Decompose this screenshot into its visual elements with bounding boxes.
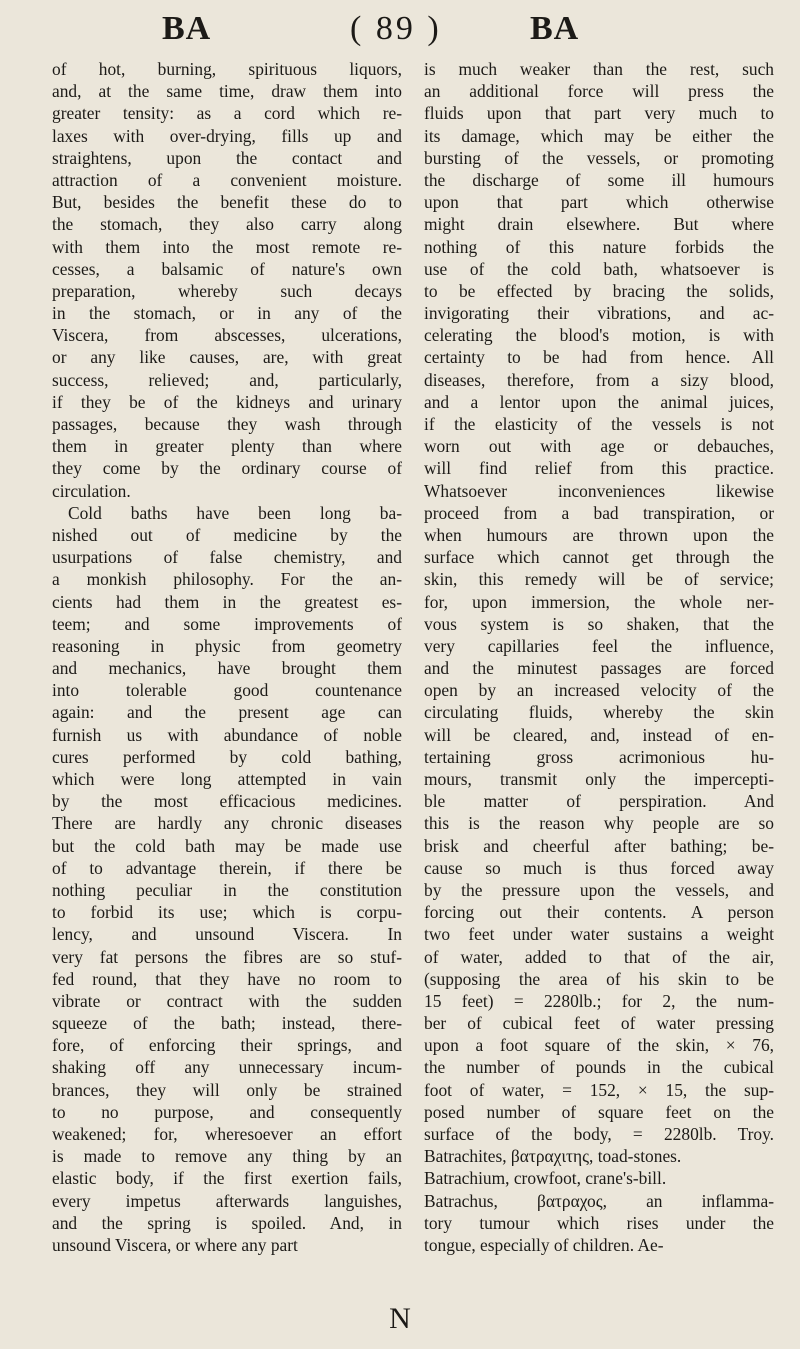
text-columns [52, 58, 774, 1308]
text-line: every impetus afterwards languishes, [52, 1190, 402, 1211]
text-line: might drain elsewhere. But where [424, 214, 774, 235]
text-line: to be effected by bracing the solids, [424, 280, 774, 301]
text-line: and, at the same time, draw them into [52, 81, 402, 102]
text-line: for, upon immersion, the whole ner- [424, 591, 774, 612]
text-line: the discharge of some ill humours [424, 169, 774, 190]
text-line: this is the reason why people are so [424, 813, 774, 834]
text-line: vous system is so shaken, that the [424, 613, 774, 634]
text-line: vibrate or contract with the sudden [52, 990, 402, 1011]
text-line: attraction of a convenient moisture. [52, 169, 402, 190]
left-column [52, 58, 402, 1256]
text-line: into tolerable good countenance [52, 680, 402, 701]
text-line: unsound Viscera, or where any part [52, 1234, 298, 1255]
text-line: ble matter of perspiration. And [424, 791, 774, 812]
text-line: its damage, which may be either the [424, 125, 774, 146]
text-line: preparation, whereby such decays [52, 280, 402, 301]
running-header [0, 6, 800, 54]
text-line: will find relief from this practice. [424, 458, 774, 479]
text-line: of water, added to that of the air, [424, 946, 774, 967]
text-line: Batrachium, crowfoot, crane's-bill. [424, 1168, 667, 1189]
text-line: nothing of this nature forbids the [424, 236, 774, 257]
text-line: and the spring is spoiled. And, in [52, 1212, 402, 1233]
text-line: they come by the ordinary course of [52, 458, 402, 479]
text-line: cures performed by cold bathing, [52, 746, 402, 767]
text-line: invigorating their vibrations, and ac- [424, 303, 774, 324]
text-line: upon a foot square of the skin, × 76, [424, 1035, 774, 1056]
text-line: ber of cubical feet of water pressing [424, 1013, 774, 1034]
text-line: of hot, burning, spirituous liquors, [52, 59, 402, 79]
text-line: tongue, especially of children. Ae- [424, 1234, 664, 1255]
text-line: but the cold bath may be made use [52, 835, 402, 856]
text-line: squeeze of the bath; instead, there- [52, 1013, 402, 1034]
text-line: posed number of square feet on the [424, 1101, 774, 1122]
text-line: of to advantage therein, if there be [52, 857, 402, 878]
text-line: celerating the blood's motion, is with [424, 325, 774, 346]
text-line: or any like causes, are, with great [52, 347, 402, 368]
text-line: two feet under water sustains a weight [424, 924, 774, 945]
text-line: them in greater plenty than where [52, 436, 402, 457]
text-line: by the pressure upon the vessels, and [424, 879, 774, 900]
text-line: the stomach, they also carry along [52, 214, 402, 235]
text-line: with them into the most remote re- [52, 236, 402, 257]
text-line: brisk and cheerful after bathing; be- [424, 835, 774, 856]
text-line: Cold baths have been long ba- [68, 502, 402, 523]
text-line: There are hardly any chronic diseases [52, 813, 402, 834]
text-line: which were long attempted in vain [52, 769, 402, 789]
text-line: if the elasticity of the vessels is not [424, 414, 774, 434]
text-line: and mechanics, have brought them [52, 658, 402, 679]
text-line: and a lentor upon the animal juices, [424, 391, 774, 412]
text-line: in the stomach, or in any of the [52, 303, 402, 324]
text-line: 15 feet) = 2280lb.; for 2, the num- [424, 990, 774, 1011]
text-line: will be cleared, and, instead of en- [424, 724, 774, 745]
text-line: very fat persons the fibres are so stuf- [52, 946, 402, 967]
text-line: a monkish philosophy. For the an- [52, 569, 402, 590]
text-line: reasoning in physic from geometry [52, 635, 402, 656]
text-line: is much weaker than the rest, such [424, 59, 774, 79]
text-line: laxes with over-drying, fills up and [52, 125, 402, 146]
text-line: But, besides the benefit these do to [52, 192, 402, 213]
text-line: open by an increased velocity of the [424, 680, 774, 701]
text-line: Viscera, from abscesses, ulcerations, [52, 325, 402, 346]
text-line: the number of pounds in the cubical [424, 1057, 774, 1078]
header-left-word: BA [162, 10, 212, 47]
text-line: cesses, a balsamic of nature's own [52, 258, 402, 279]
text-line: use of the cold bath, whatsoever is [424, 258, 774, 279]
text-line: tory tumour which rises under the [424, 1212, 774, 1233]
text-line: lency, and unsound Viscera. In [52, 924, 402, 945]
text-line: straightens, upon the contact and [52, 147, 402, 168]
text-line: if they be of the kidneys and urinary [52, 391, 402, 412]
text-line: foot of water, = 152, × 15, the sup- [424, 1079, 774, 1100]
right-column [424, 58, 774, 1256]
text-line: surface which cannot get through the [424, 547, 774, 568]
text-line: to forbid its use; which is corpu- [52, 902, 402, 923]
text-line: is made to remove any thing by an [52, 1146, 402, 1167]
text-line: (supposing the area of his skin to be [424, 968, 774, 989]
text-line: mours, transmit only the impercepti- [424, 769, 774, 789]
text-line: again: and the present age can [52, 702, 402, 723]
text-line: diseases, therefore, from a sizy blood, [424, 369, 774, 390]
header-right-word: BA [530, 10, 580, 47]
text-line: surface of the body, = 2280lb. Troy. [424, 1124, 774, 1144]
text-line: fluids upon that part very much to [424, 103, 774, 124]
text-line: fore, of enforcing their springs, and [52, 1035, 402, 1056]
text-line: circulation. [52, 480, 131, 501]
text-line: greater tensity: as a cord which re- [52, 103, 402, 124]
text-line: worn out with age or debauches, [424, 436, 774, 457]
text-line: forcing out their contents. A person [424, 902, 774, 923]
page-number: ( 89 ) [350, 10, 442, 47]
text-line: by the most efficacious medicines. [52, 791, 402, 812]
text-line: skin, this remedy will be of service; [424, 569, 774, 590]
text-line: elastic body, if the first exertion fails, [52, 1168, 402, 1189]
text-line: usurpations of false chemistry, and [52, 547, 402, 568]
text-line: Whatsoever inconveniences likewise [424, 480, 774, 501]
text-line: brances, they will only be strained [52, 1079, 402, 1100]
text-line: nothing peculiar in the constitution [52, 879, 402, 900]
text-line: and the minutest passages are forced [424, 658, 774, 679]
text-line: certainty to be had from hence. All [424, 347, 774, 368]
text-line: to no purpose, and consequently [52, 1101, 402, 1122]
text-line: fed round, that they have no room to [52, 968, 402, 989]
text-line: proceed from a bad transpiration, or [424, 502, 774, 523]
text-line: weakened; for, wheresoever an effort [52, 1124, 402, 1144]
text-line: circulating fluids, whereby the skin [424, 702, 774, 723]
text-line: nished out of medicine by the [52, 524, 402, 545]
text-line: an additional force will press the [424, 81, 774, 102]
text-line: upon that part which otherwise [424, 192, 774, 213]
text-line: very capillaries feel the influence, [424, 635, 774, 656]
text-line: bursting of the vessels, or promoting [424, 147, 774, 168]
text-line: Batrachites, βατραχιτης, toad-stones. [424, 1146, 682, 1167]
text-line: cients had them in the greatest es- [52, 591, 402, 612]
text-line: Batrachus, βατραχος, an inflamma- [424, 1190, 774, 1211]
text-line: tertaining gross acrimonious hu- [424, 746, 774, 767]
text-line: when humours are thrown upon the [424, 524, 774, 545]
text-line: success, relieved; and, particularly, [52, 369, 402, 390]
text-line: cause so much is thus forced away [424, 857, 774, 878]
text-line: shaking off any unnecessary incum- [52, 1057, 402, 1078]
text-line: teem; and some improvements of [52, 613, 402, 634]
text-line: passages, because they wash through [52, 414, 402, 434]
signature-mark: N [389, 1302, 411, 1335]
text-line: furnish us with abundance of noble [52, 724, 402, 745]
